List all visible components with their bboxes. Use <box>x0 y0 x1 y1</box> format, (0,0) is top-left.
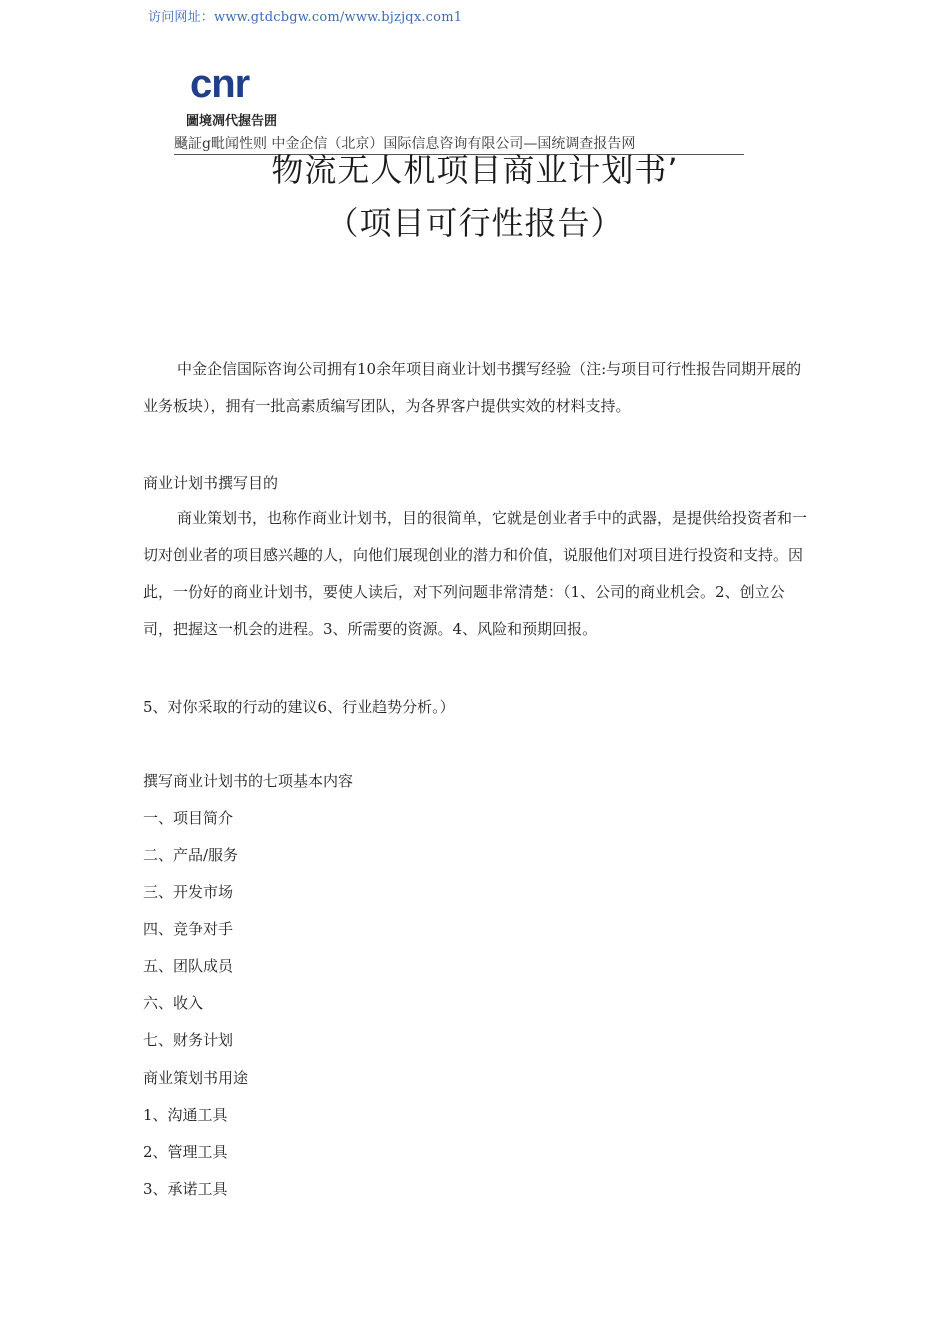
company-header-line: 颾証g毗闻性则 中金企信（北京）国际信息咨询有限公司—国统调查报告网 <box>174 133 744 155</box>
seven-items-heading: 撰写商业计划书的七项基本内容 <box>143 772 354 790</box>
purpose-tail: 5、对你采取的行动的建议6、行业趋势分析。） <box>143 698 455 716</box>
purpose-heading: 商业计划书撰写目的 <box>143 474 279 492</box>
document-subtitle: （项目可行性报告） <box>326 204 624 242</box>
list-item: 七、财务计划 <box>143 1031 234 1049</box>
list-item: 一、项目简介 <box>143 809 234 827</box>
logo-subtitle: 圖境凋代握告囲 <box>186 114 278 129</box>
purpose-paragraph <box>143 500 808 648</box>
uses-heading: 商业策划书用途 <box>143 1069 249 1087</box>
list-item: 二、产品/服务 <box>143 846 239 864</box>
list-item: 2、管理工具 <box>143 1143 228 1161</box>
intro-text: 中金企信国际咨询公司拥有10余年项目商业计划书撰写经验（注:与项目可行性报告同期开展的业务板块），拥有一批高素质编写团队，为各界客户提供实效的材料支持。 <box>143 360 802 415</box>
list-item: 三、开发市场 <box>143 883 234 901</box>
list-item: 五、团队成员 <box>143 957 234 975</box>
list-item: 六、收入 <box>143 994 204 1012</box>
list-item: 四、竞争对手 <box>143 920 234 938</box>
purpose-text: 商业策划书，也称作商业计划书，目的很简单，它就是创业者手中的武器，是提供给投资者和一切对创业者的项目感兴趣的人，向他们展现创业的潜力和价值，说服他们对项目进行投资和支持。因此，一份好的商业计划书，要使人读后，对下列问题非常清楚：（1、公司的商业机会。2、创立公司，把握这一机会的进程。3、所需要的资源。4、风险和预期回报。 <box>143 509 808 638</box>
list-item: 3、承诺工具 <box>143 1180 228 1198</box>
intro-paragraph <box>143 351 808 425</box>
list-item: 1、沟通工具 <box>143 1106 228 1124</box>
document-title: 物流无人机项目商业计划书’ <box>271 151 679 189</box>
header-url[interactable]: 访问网址：www.gtdcbgw.com/www.bjzjqx.com1 <box>148 10 463 25</box>
cnr-logo: cnr <box>190 62 250 106</box>
